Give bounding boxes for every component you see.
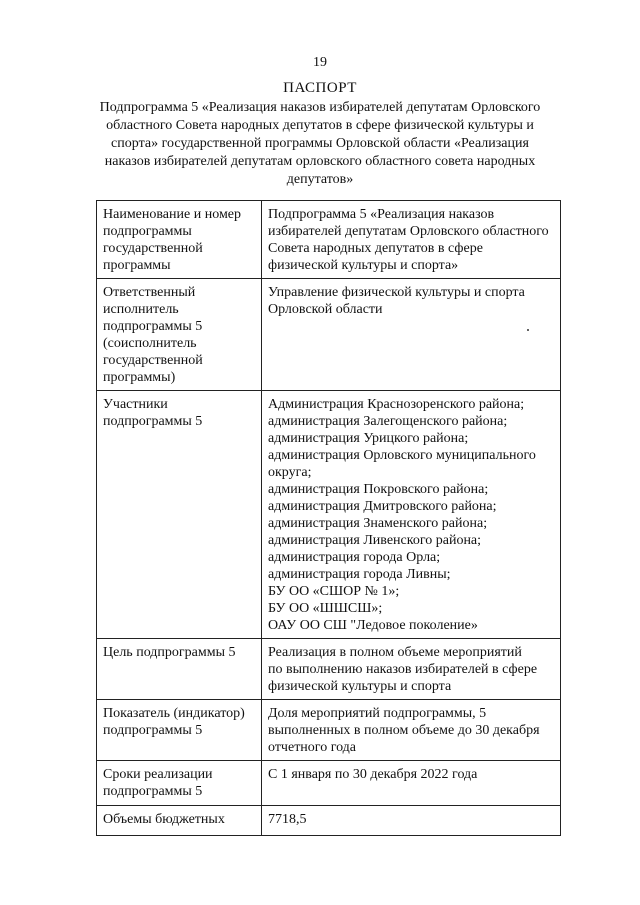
value-line: администрация Дмитровского района; bbox=[268, 499, 497, 514]
value-line: администрация города Орла; bbox=[268, 550, 441, 565]
value-line: физической культуры и спорта bbox=[268, 679, 452, 694]
value-line: выполненных в полном объеме до 30 декабря bbox=[268, 723, 540, 738]
value-line: Совета народных депутатов в сфере bbox=[268, 241, 483, 256]
label-line: государственной bbox=[103, 353, 203, 368]
value-line: округа; bbox=[268, 465, 312, 480]
label-line: (соисполнитель bbox=[103, 336, 197, 351]
label-line: подпрограммы 5 bbox=[103, 319, 203, 334]
value-line: избирателей депутатам Орловского областного bbox=[268, 224, 549, 239]
label-line: Цель подпрограммы 5 bbox=[103, 645, 236, 660]
row-value-cell bbox=[262, 761, 561, 806]
subtitle-line: областного Совета народных депутатов в сфере физической культуры и bbox=[106, 118, 534, 133]
label-line: программы) bbox=[103, 370, 176, 385]
row-label-cell bbox=[97, 391, 262, 639]
value-line: Управление физической культуры и спорта bbox=[268, 285, 525, 300]
row-value-cell bbox=[262, 700, 561, 761]
row-label-cell bbox=[97, 700, 262, 761]
value-line: физической культуры и спорта» bbox=[268, 258, 459, 273]
label-line: программы bbox=[103, 258, 171, 273]
document-subtitle bbox=[95, 99, 545, 189]
value-line: администрация Знаменского района; bbox=[268, 516, 488, 531]
value-line: 7718,5 bbox=[268, 812, 307, 827]
row-value-cell bbox=[262, 806, 561, 836]
label-line: Участники bbox=[103, 397, 168, 412]
passport-table bbox=[96, 200, 561, 836]
value-line: Реализация в полном объеме мероприятий bbox=[268, 645, 522, 660]
table-row bbox=[97, 700, 561, 761]
value-line: БУ ОО «ШШСШ»; bbox=[268, 601, 383, 616]
label-line: Ответственный bbox=[103, 285, 196, 300]
value-line: администрация Залегощенского района; bbox=[268, 414, 508, 429]
value-line: Доля мероприятий подпрограммы, 5 bbox=[268, 706, 487, 721]
table-row bbox=[97, 806, 561, 836]
value-line: администрация Покровского района; bbox=[268, 482, 489, 497]
row-label-cell bbox=[97, 279, 262, 391]
label-line: Показатель (индикатор) bbox=[103, 706, 245, 721]
value-line: БУ ОО «СШОР № 1»; bbox=[268, 584, 400, 599]
subtitle-line: депутатов» bbox=[286, 172, 354, 187]
label-line: Наименование и номер bbox=[103, 207, 242, 222]
row-label-cell bbox=[97, 201, 262, 279]
value-line: Администрация Краснозоренского района; bbox=[268, 397, 525, 412]
scan-speck bbox=[527, 329, 529, 331]
label-line: подпрограммы 5 bbox=[103, 414, 203, 429]
value-line: администрация Урицкого района; bbox=[268, 431, 469, 446]
subtitle-line: наказов избирателей депутатам орловского областного совета народных bbox=[104, 154, 536, 169]
label-line: подпрограммы 5 bbox=[103, 723, 203, 738]
row-value-cell bbox=[262, 279, 561, 391]
passport-table-body bbox=[97, 201, 561, 836]
row-value-cell bbox=[262, 201, 561, 279]
table-row bbox=[97, 639, 561, 700]
table-row bbox=[97, 391, 561, 639]
label-line: Сроки реализации bbox=[103, 767, 213, 782]
value-line: администрация Орловского муниципального bbox=[268, 448, 536, 463]
table-row bbox=[97, 279, 561, 391]
row-value-cell bbox=[262, 639, 561, 700]
page-number: 19 bbox=[313, 55, 327, 70]
value-line: ОАУ ОО СШ "Ледовое поколение» bbox=[268, 618, 478, 633]
document-title: ПАСПОРТ bbox=[283, 80, 357, 96]
row-label-cell bbox=[97, 639, 262, 700]
label-line: Объемы бюджетных bbox=[103, 812, 225, 827]
label-line: подпрограммы bbox=[103, 224, 192, 239]
label-line: государственной bbox=[103, 241, 203, 256]
value-line: Подпрограмма 5 «Реализация наказов bbox=[268, 207, 495, 222]
label-line: подпрограммы 5 bbox=[103, 784, 203, 799]
row-label-cell bbox=[97, 806, 262, 836]
table-row bbox=[97, 761, 561, 806]
value-line: отчетного года bbox=[268, 740, 357, 755]
value-line: по выполнению наказов избирателей в сфере bbox=[268, 662, 538, 677]
subtitle-line: Подпрограмма 5 «Реализация наказов избирателей депутатам Орловского bbox=[99, 100, 541, 115]
table-row bbox=[97, 201, 561, 279]
subtitle-line: спорта» государственной программы Орловской области «Реализация bbox=[111, 136, 529, 151]
value-line: С 1 января по 30 декабря 2022 года bbox=[268, 767, 478, 782]
row-value-cell bbox=[262, 391, 561, 639]
row-label-cell bbox=[97, 761, 262, 806]
value-line: администрация Ливенского района; bbox=[268, 533, 482, 548]
value-line: Орловской области bbox=[268, 302, 383, 317]
value-line: администрация города Ливны; bbox=[268, 567, 451, 582]
label-line: исполнитель bbox=[103, 302, 179, 317]
